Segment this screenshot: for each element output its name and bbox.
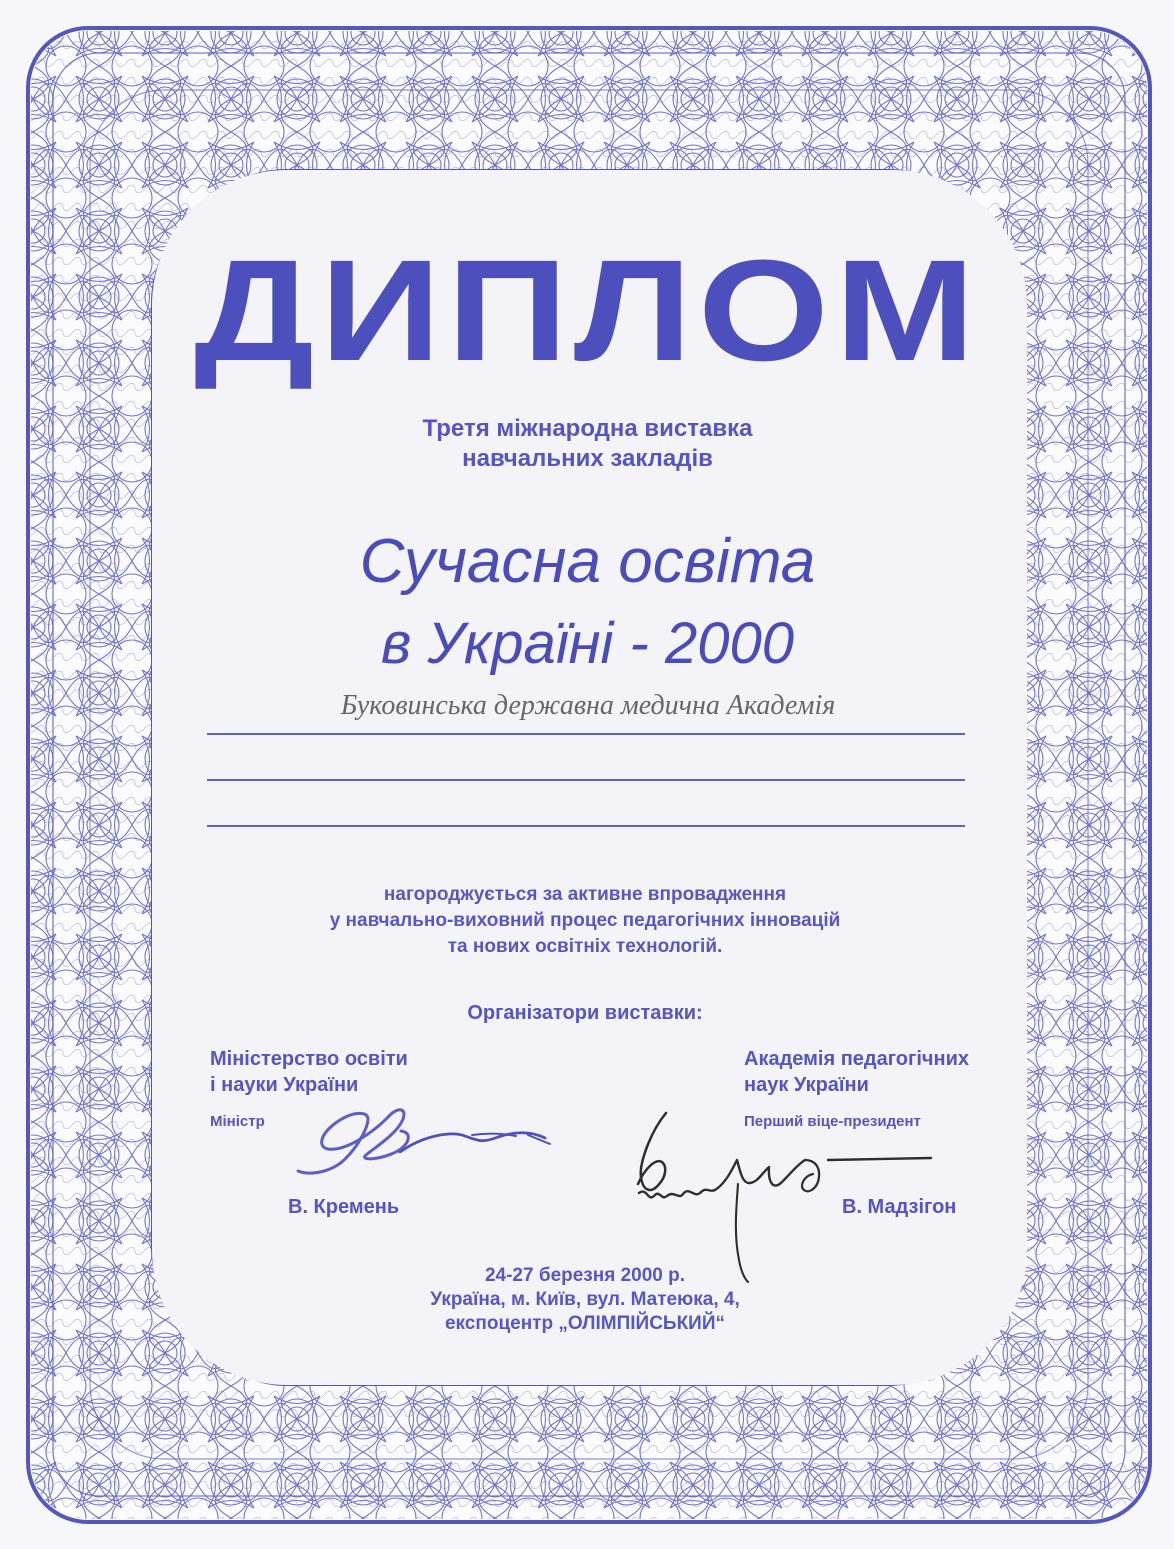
award-description xyxy=(230,882,940,960)
blank-line-1 xyxy=(207,779,965,781)
right-signatory-name: В. Мадзігон xyxy=(842,1196,957,1218)
event-venue: експоцентр „ОЛІМПІЙСЬКИЙ“ xyxy=(444,1313,725,1334)
award-description-line-2: у навчально-виховний процес педагогічних інновацій xyxy=(329,910,841,931)
event-dates: 24-27 березня 2000 р. xyxy=(484,1265,686,1286)
organizers-label: Організатори виставки: xyxy=(467,1002,703,1024)
subtitle-line-2: навчальних закладів xyxy=(462,445,713,472)
event-title-line-1: Сучасна освіта xyxy=(359,527,816,596)
awardee-name: Буковинська державна медична Академія xyxy=(340,690,836,721)
right-organizer-block xyxy=(744,1046,1014,1098)
subtitle-line-1: Третя міжнародна виставка xyxy=(422,415,753,442)
left-organizer-line-1: Міністерство освіти xyxy=(210,1048,408,1070)
awardee-underline xyxy=(207,733,965,735)
right-signatory-role: Перший віце-президент xyxy=(744,1113,921,1130)
right-organizer-line-2: наук України xyxy=(744,1074,869,1096)
right-organizer-line-1: Академія педагогічних xyxy=(744,1048,970,1070)
left-signature xyxy=(292,1098,572,1190)
left-signatory-role: Міністр xyxy=(210,1113,265,1130)
blank-line-2 xyxy=(207,825,965,827)
left-signatory-name: В. Кремень xyxy=(288,1196,400,1218)
award-description-line-3: та нових освітніх технологій. xyxy=(447,936,723,957)
award-description-line-1: нагороджується за активне впровадження xyxy=(383,884,787,905)
diploma-title: ДИПЛОМ xyxy=(194,230,981,391)
left-organizer-block xyxy=(210,1046,470,1098)
event-address: Україна, м. Київ, вул. Матеюка, 4, xyxy=(430,1289,740,1310)
left-organizer-line-2: і науки України xyxy=(210,1074,359,1096)
event-title-line-2: в Україні - 2000 xyxy=(381,611,794,676)
